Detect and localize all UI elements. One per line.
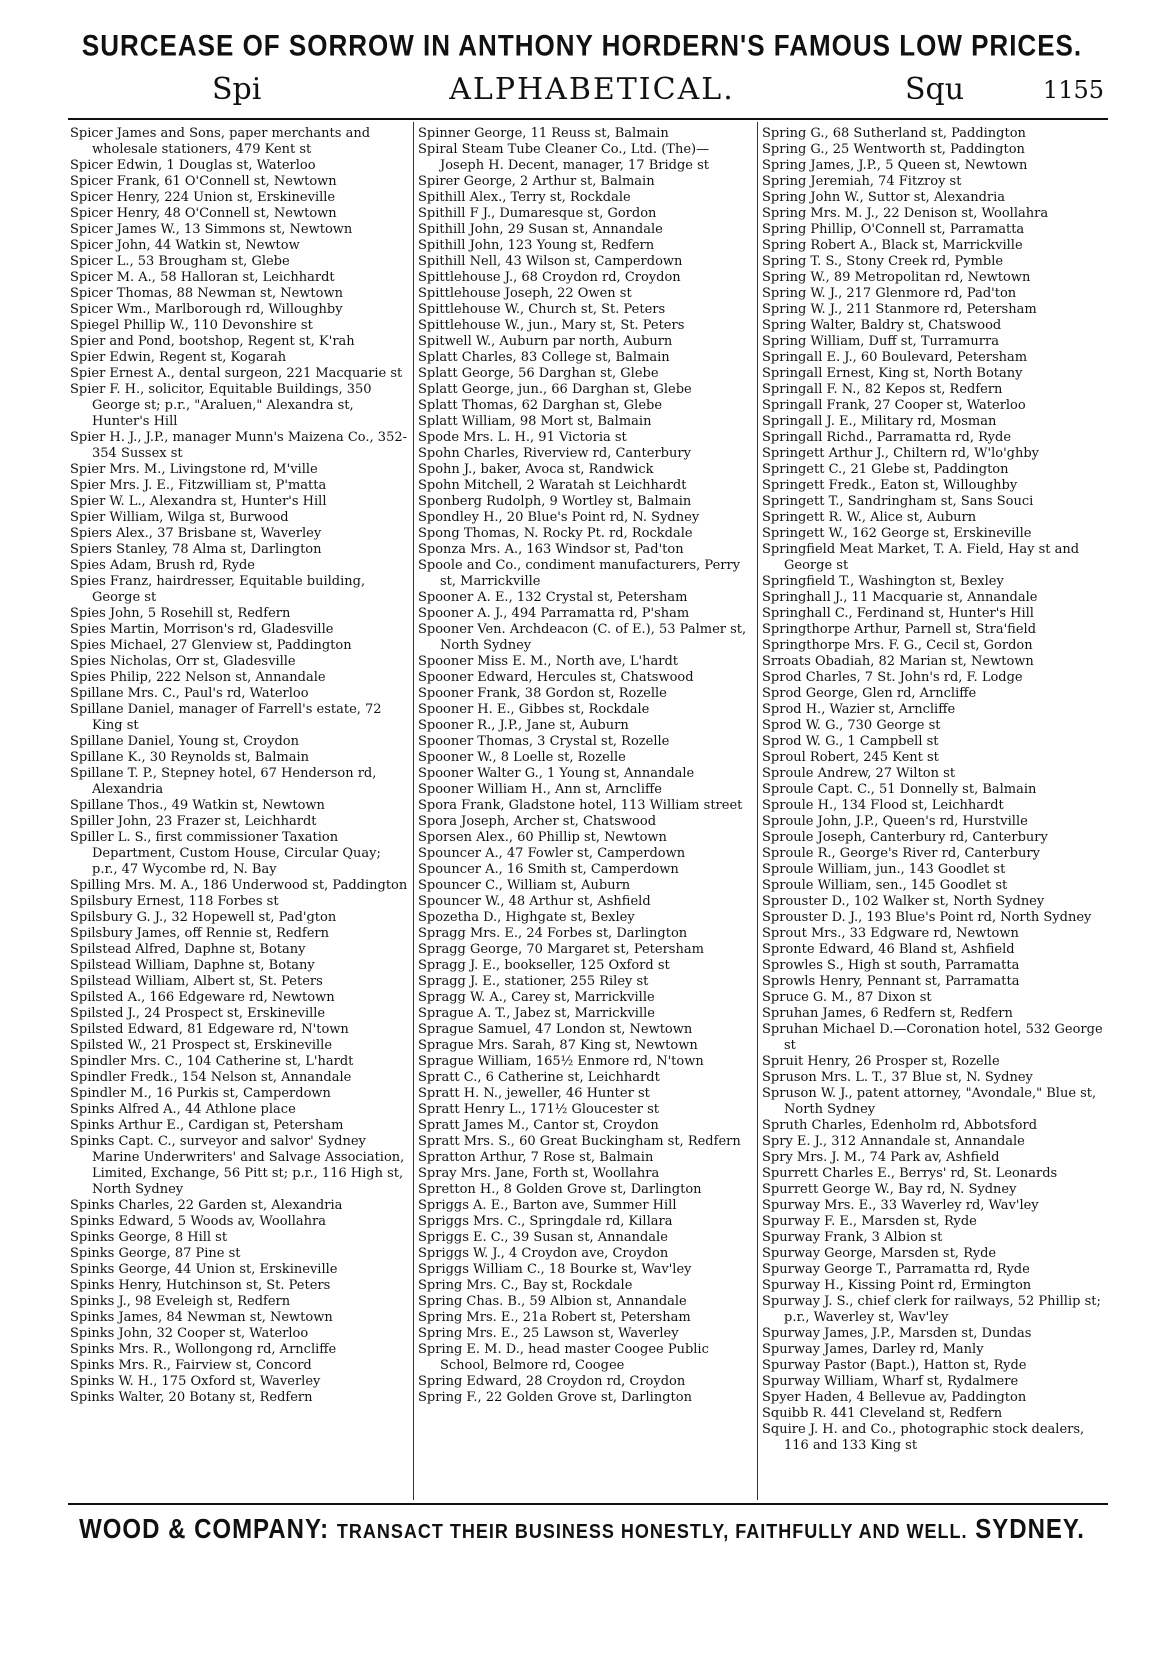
directory-entry: Spinks John, 32 Cooper st, Waterloo [70,1326,309,1341]
directory-entry: Spies Nicholas, Orr st, Gladesville [70,654,296,669]
directory-entry: Spurrett Charles E., Berrys' rd, St. Leonards [762,1166,1058,1181]
directory-column-1 [70,126,410,1498]
directory-entry: Srroats Obadiah, 82 Marian st, Newtown [762,654,1034,669]
directory-entry: Spicer Edwin, 1 Douglas st, Waterloo [70,158,316,173]
directory-entry: Spring Mrs. M. J., 22 Denison st, Woollahra [762,206,1049,221]
directory-entry: Sprod H., Wazier st, Arncliffe [762,702,956,717]
directory-entry: Spretton H., 8 Golden Grove st, Darlington [418,1182,702,1197]
advertiser-name: WOOD & COMPANY: [79,1514,330,1546]
directory-entry: Springall E. J., 60 Boulevard, Petersham [762,350,1028,365]
column-divider-1 [413,122,414,1500]
page-header [80,72,1104,112]
directory-entry: Spicer John, 44 Watkin st, Newtow [70,238,300,253]
directory-entry: Spier Ernest A., dental surgeon, 221 Macquarie st [70,366,403,381]
directory-entry: Spring Jeremiah, 74 Fitzroy st [762,174,962,189]
directory-entry: Spring Mrs. E., 21a Robert st, Petersham [418,1310,691,1325]
directory-entry: Spratt Mrs. S., 60 Great Buckingham st, Redfern [418,1134,741,1149]
directory-entry: Sproule Andrew, 27 Wilton st [762,766,956,781]
directory-entry: Squibb R. 441 Cleveland st, Redfern [762,1406,1003,1421]
directory-entry: Spilstead William, Albert st, St. Peters [70,974,323,989]
directory-entry: Spinks Mrs. R., Wollongong rd, Arncliffe [70,1342,337,1357]
directory-entry: Springett Fredk., Eaton st, Willoughby [762,478,1018,493]
directory-entry: Spier W. L., Alexandra st, Hunter's Hill [70,494,327,509]
directory-entry: Spicer L., 53 Brougham st, Glebe [70,254,290,269]
directory-entry: Spragg George, 70 Margaret st, Petersham [418,942,704,957]
directory-entry: Spooner H. E., Gibbes st, Rockdale [418,702,650,717]
directory-entry: Spruce G. M., 87 Dixon st [762,990,932,1005]
directory-entry: Spring W., 89 Metropolitan rd, Newtown [762,270,1031,285]
directory-entry: Spouncer W., 48 Arthur st, Ashfield [418,894,651,909]
directory-entry: Spinks Capt. C., surveyor and salvor' Sydney Marine Underwriters' and Salvage Association, Limited, Exchange, 56 Pitt st; p.r., 116 High st, North Sydney [70,1134,405,1197]
directory-column-2 [418,126,753,1498]
directory-entry: Spillane Thos., 49 Watkin st, Newtown [70,798,325,813]
directory-entry: Spies Adam, Brush rd, Ryde [70,558,255,573]
directory-entry: Spiller L. S., first commissioner Taxation Department, Custom House, Circular Quay; p.r., 47 Wycombe rd, N. Bay [70,830,381,877]
directory-entry: Sprod W. G., 730 George st [762,718,941,733]
directory-entry: Spyer Haden, 4 Bellevue av, Paddington [762,1390,1027,1405]
advertisement-slogan: TRANSACT THEIR BUSINESS HONESTLY, FAITHFULLY AND WELL. [336,1519,968,1543]
directory-entry: Spohn J., baker, Avoca st, Randwick [418,462,654,477]
directory-entry: Spinks James, 84 Newman st, Newtown [70,1310,333,1325]
directory-entry: Sprague Mrs. Sarah, 87 King st, Newtown [418,1038,698,1053]
directory-entry: Sprowles S., High st south, Parramatta [762,958,1020,973]
directory-entry: Spring G., 25 Wentworth st, Paddington [762,142,1025,157]
directory-entry: Spilsbury G. J., 32 Hopewell st, Pad'gton [70,910,337,925]
top-advertisement-banner: SURCEASE OF SORROW IN ANTHONY HORDERN'S FAMOUS LOW PRICES. [81,28,1083,63]
directory-entry: Spier H. J., J.P., manager Munn's Maizena Co., 352-354 Sussex st [70,430,408,461]
directory-entry: Spriggs W. J., 4 Croydon ave, Croydon [418,1246,669,1261]
directory-entry: Spittlehouse Joseph, 22 Owen st [418,286,632,301]
directory-entry: Spinks George, 8 Hill st [70,1230,228,1245]
directory-entry: Spruson W. J., patent attorney, "Avondale," Blue st, North Sydney [762,1086,1097,1117]
directory-entry: Spooner Miss E. M., North ave, L'hardt [418,654,678,669]
directory-entry: Spittlehouse J., 68 Croydon rd, Croydon [418,270,681,285]
directory-entry: Sprouster D., 102 Walker st, North Sydney [762,894,1045,909]
directory-entry: Spilling Mrs. M. A., 186 Underwood st, Paddington [70,878,408,893]
directory-entry: Spurway William, Wharf st, Rydalmere [762,1374,1019,1389]
directory-entry: Spurway George, Marsden st, Ryde [762,1246,997,1261]
directory-entry: Sprague Samuel, 47 London st, Newtown [418,1022,693,1037]
directory-entry: Spier and Pond, bootshop, Regent st, K'rah [70,334,355,349]
advertiser-city: SYDNEY. [975,1514,1085,1546]
directory-entry: Spinner George, 11 Reuss st, Balmain [418,126,669,141]
directory-entry: Spier William, Wilga st, Burwood [70,510,289,525]
directory-entry: Spruhan Michael D.—Coronation hotel, 532 George st [762,1022,1103,1053]
directory-entry: Spruth Charles, Edenholm rd, Abbotsford [762,1118,1038,1133]
directory-entry: Sproule Joseph, Canterbury rd, Canterbury [762,830,1048,845]
directory-entry: Sprouster D. J., 193 Blue's Point rd, North Sydney [762,910,1092,925]
directory-entry: Springfield Meat Market, T. A. Field, Hay st and George st [762,542,1080,573]
directory-entry: Spillane Daniel, Young st, Croydon [70,734,299,749]
directory-entry: Spring W. J., 211 Stanmore rd, Petersham [762,302,1037,317]
directory-entry: Spurway James, J.P., Marsden st, Dundas [762,1326,1032,1341]
directory-entry: Spinks Charles, 22 Garden st, Alexandria [70,1198,343,1213]
directory-entry: Spies John, 5 Rosehill st, Redfern [70,606,291,621]
directory-entry: Spoole and Co., condiment manufacturers, Perry st, Marrickville [418,558,741,589]
directory-entry: Spring T. S., Stony Creek rd, Pymble [762,254,1004,269]
directory-entry: Spratt H. N., jeweller, 46 Hunter st [418,1086,650,1101]
directory-entry: Spillane Daniel, manager of Farrell's estate, 72 King st [70,702,382,733]
directory-entry: Splatt Charles, 83 College st, Balmain [418,350,670,365]
directory-entry: Spilsbury James, off Rennie st, Redfern [70,926,329,941]
directory-entry: Spitwell W., Auburn par north, Auburn [418,334,673,349]
directory-entry: Spong Thomas, N. Rocky Pt. rd, Rockdale [418,526,693,541]
directory-entry: Spruit Henry, 26 Prosper st, Rozelle [762,1054,1000,1069]
directory-entry: Squire J. H. and Co., photographic stock dealers, 116 and 133 King st [762,1422,1085,1453]
directory-entry: Spode Mrs. L. H., 91 Victoria st [418,430,627,445]
directory-entry: Spithill John, 123 Young st, Redfern [418,238,655,253]
directory-entry: Spouncer A., 16 Smith st, Camperdown [418,862,679,877]
directory-entry: Spinks George, 87 Pine st [70,1246,241,1261]
directory-entry: Spring Robert A., Black st, Marrickville [762,238,1023,253]
directory-entry: Spozetha D., Highgate st, Bexley [418,910,635,925]
directory-entry: Spring Mrs. C., Bay st, Rockdale [418,1278,633,1293]
directory-entry: Spies Michael, 27 Glenview st, Paddington [70,638,352,653]
directory-entry: Splatt William, 98 Mort st, Balmain [418,414,652,429]
directory-entry: Spohn Charles, Riverview rd, Canterbury [418,446,691,461]
directory-entry: Spratt James M., Cantor st, Croydon [418,1118,659,1133]
directory-entry: Spicer Frank, 61 O'Connell st, Newtown [70,174,337,189]
directory-entry: Spithill Alex., Terry st, Rockdale [418,190,631,205]
directory-entry: Splatt George, 56 Darghan st, Glebe [418,366,659,381]
directory-entry: Spragg J. E., stationer, 255 Riley st [418,974,649,989]
column-divider-2 [757,122,758,1500]
directory-entry: Spring W. J., 217 Glenmore rd, Pad'ton [762,286,1017,301]
directory-entry: Spinks J., 98 Eveleigh st, Redfern [70,1294,291,1309]
directory-entry: Spicer Thomas, 88 Newman st, Newtown [70,286,343,301]
directory-entry: Spindler Mrs. C., 104 Catherine st, L'hardt [70,1054,354,1069]
directory-entry: Spilsted Edward, 81 Edgeware rd, N'town [70,1022,349,1037]
directory-entry: Spratt Henry L., 171½ Gloucester st [418,1102,659,1117]
directory-entry: Spurway Pastor (Bapt.), Hatton st, Ryde [762,1358,1027,1373]
directory-entry: Spurrett George W., Bay rd, N. Sydney [762,1182,1017,1197]
directory-entry: Spring James, J.P., 5 Queen st, Newtown [762,158,1028,173]
directory-entry: Springall F. N., 82 Kepos st, Redfern [762,382,1003,397]
directory-entry: Sprod George, Glen rd, Arncliffe [762,686,977,701]
directory-entry: Spies Martin, Morrison's rd, Gladesville [70,622,334,637]
directory-entry: Spithill John, 29 Susan st, Annandale [418,222,663,237]
directory-entry: Springett T., Sandringham st, Sans Souci [762,494,1034,509]
directory-entry: Spondley H., 20 Blue's Point rd, N. Sydney [418,510,700,525]
directory-entry: Spilsted W., 21 Prospect st, Erskineville [70,1038,333,1053]
directory-entry: Spittlehouse W., jun., Mary st, St. Peters [418,318,685,333]
directory-entry: Spurway Frank, 3 Albion st [762,1230,943,1245]
directory-entry: Sproule Capt. C., 51 Donnelly st, Balmain [762,782,1037,797]
directory-entry: Spiers Alex., 37 Brisbane st, Waverley [70,526,322,541]
directory-entry: Springall Ernest, King st, North Botany [762,366,1023,381]
directory-entry: Spratt C., 6 Catherine st, Leichhardt [418,1070,660,1085]
directory-entry: Springett R. W., Alice st, Auburn [762,510,977,525]
directory-entry: Spooner Thomas, 3 Crystal st, Rozelle [418,734,670,749]
directory-entry: Spouncer C., William st, Auburn [418,878,631,893]
directory-entry: Springett Arthur J., Chiltern rd, W'lo'ghby [762,446,1040,461]
directory-entry: Springett C., 21 Glebe st, Paddington [762,462,1009,477]
directory-entry: Sproul Robert, 245 Kent st [762,750,939,765]
directory-entry: Spier Mrs. M., Livingstone rd, M'ville [70,462,318,477]
directory-entry: Spruhan James, 6 Redfern st, Redfern [762,1006,1013,1021]
directory-entry: Spinks Edward, 5 Woods av, Woollahra [70,1214,326,1229]
directory-entry: Sproule William, sen., 145 Goodlet st [762,878,1008,893]
directory-entry: Spora Frank, Gladstone hotel, 113 William street [418,798,743,813]
directory-entry: Spronte Edward, 46 Bland st, Ashfield [762,942,1015,957]
directory-entry: Springfield T., Washington st, Bexley [762,574,1004,589]
directory-entry: Sprague William, 165½ Enmore rd, N'town [418,1054,704,1069]
directory-entry: Spilsted A., 166 Edgeware rd, Newtown [70,990,335,1005]
directory-entry: Spiers Stanley, 78 Alma st, Darlington [70,542,322,557]
directory-entry: Spithill F J., Dumaresque st, Gordon [418,206,657,221]
directory-entry: Spring Mrs. E., 25 Lawson st, Waverley [418,1326,679,1341]
directory-entry: Spooner Ven. Archdeacon (C. of E.), 53 Palmer st, North Sydney [418,622,747,653]
directory-entry: Spurway H., Kissing Point rd, Ermington [762,1278,1032,1293]
directory-entry: Spurway F. E., Marsden st, Ryde [762,1214,977,1229]
header-left-guide-word: Spi [212,72,262,107]
header-section-title: ALPHABETICAL. [449,72,735,107]
page-number: 1155 [1042,76,1104,104]
directory-entry: Spithill Nell, 43 Wilson st, Camperdown [418,254,683,269]
directory-entry: Spring Chas. B., 59 Albion st, Annandale [418,1294,687,1309]
directory-entry: Spilstead William, Daphne st, Botany [70,958,315,973]
directory-entry: Spriggs A. E., Barton ave, Summer Hill [418,1198,677,1213]
directory-entry: Spinks Henry, Hutchinson st, St. Peters [70,1278,331,1293]
directory-entry: Springthorpe Arthur, Parnell st, Stra'field [762,622,1037,637]
header-right-guide-word: Squ [905,72,965,107]
directory-entry: Spier Mrs. J. E., Fitzwilliam st, P'matta [70,478,327,493]
directory-entry: Spurway J. S., chief clerk for railways, 52 Phillip st; p.r., Waverley st, Wav'ley [762,1294,1101,1325]
directory-entry: Spooner W., 8 Loelle st, Rozelle [418,750,626,765]
directory-entry: Spindler M., 16 Purkis st, Camperdown [70,1086,331,1101]
directory-entry: Spicer Wm., Marlborough rd, Willoughby [70,302,343,317]
directory-entry: Spies Philip, 222 Nelson st, Annandale [70,670,326,685]
directory-entry: Spier Edwin, Regent st, Kogarah [70,350,287,365]
directory-entry: Spicer James W., 13 Simmons st, Newtown [70,222,353,237]
directory-entry: Spring Edward, 28 Croydon rd, Croydon [418,1374,686,1389]
directory-entry: Spies Franz, hairdresser, Equitable building, George st [70,574,366,605]
directory-entry: Spinks George, 44 Union st, Erskineville [70,1262,338,1277]
directory-entry: Springall Richd., Parramatta rd, Ryde [762,430,1012,445]
directory-entry: Spillane K., 30 Reynolds st, Balmain [70,750,309,765]
directory-entry: Sproule H., 134 Flood st, Leichhardt [762,798,1004,813]
directory-entry: Sprout Mrs., 33 Edgware rd, Newtown [762,926,1019,941]
directory-entry: Spilsbury Ernest, 118 Forbes st [70,894,279,909]
directory-entry: Sporsen Alex., 60 Phillip st, Newtown [418,830,667,845]
directory-entry: Spouncer A., 47 Fowler st, Camperdown [418,846,686,861]
directory-entry: Sproule R., George's River rd, Canterbury [762,846,1040,861]
directory-entry: Spring John W., Suttor st, Alexandria [762,190,1006,205]
directory-entry: Spooner R., J.P., Jane st, Auburn [418,718,629,733]
directory-entry: Spohn Mitchell, 2 Waratah st Leichhardt [418,478,687,493]
directory-entry: Sproule John, J.P., Queen's rd, Hurstville [762,814,1028,829]
directory-entry: Spooner Walter G., 1 Young st, Annandale [418,766,695,781]
directory-entry: Spring G., 68 Sutherland st, Paddington [762,126,1026,141]
header-rule [68,118,1108,120]
directory-entry: Spooner A. J., 494 Parramatta rd, P'sham [418,606,690,621]
directory-entry: Spier F. H., solicitor, Equitable Buildings, 350 George st; p.r., "Araluen," Alexandra st, Hunter's Hill [70,382,372,429]
directory-entry: Spooner Edward, Hercules st, Chatswood [418,670,694,685]
directory-entry: Spring Walter, Baldry st, Chatswood [762,318,1002,333]
directory-entry: Sprague A. T., Jabez st, Marrickville [418,1006,655,1021]
directory-entry: Sprod W. G., 1 Campbell st [762,734,939,749]
directory-entry: Spratton Arthur, 7 Rose st, Balmain [418,1150,654,1165]
directory-entry: Spinks Mrs. R., Fairview st, Concord [70,1358,312,1373]
directory-entry: Spinks W. H., 175 Oxford st, Waverley [70,1374,321,1389]
directory-entry: Spring William, Duff st, Turramurra [762,334,999,349]
directory-entry: Spilsted J., 24 Prospect st, Erskineville [70,1006,326,1021]
directory-entry: Spicer James and Sons, paper merchants and wholesale stationers, 479 Kent st [70,126,371,157]
directory-entry: Sponza Mrs. A., 163 Windsor st, Pad'ton [418,542,684,557]
directory-entry: Spring Phillip, O'Connell st, Parramatta [762,222,1025,237]
directory-entry: Splatt George, jun., 66 Darghan st, Glebe [418,382,692,397]
directory-entry: Spooner William H., Ann st, Arncliffe [418,782,662,797]
directory-entry: Spindler Fredk., 154 Nelson st, Annandale [70,1070,352,1085]
directory-entry: Spinks Walter, 20 Botany st, Redfern [70,1390,313,1405]
directory-entry: Spurway James, Darley rd, Manly [762,1342,984,1357]
directory-entry: Spriggs E. C., 39 Susan st, Annandale [418,1230,668,1245]
directory-entry: Spry Mrs. J. M., 74 Park av, Ashfield [762,1150,1000,1165]
directory-entry: Spillane Mrs. C., Paul's rd, Waterloo [70,686,309,701]
directory-entry: Spooner A. E., 132 Crystal st, Petersham [418,590,688,605]
directory-entry: Spooner Frank, 38 Gordon st, Rozelle [418,686,667,701]
directory-entry: Spriggs Mrs. C., Springdale rd, Killara [418,1214,673,1229]
bottom-advertisement-banner [60,1514,1104,1546]
directory-entry: Spittlehouse W., Church st, St. Peters [418,302,666,317]
directory-entry: Sprod Charles, 7 St. John's rd, F. Lodge [762,670,1023,685]
directory-entry: Spicer M. A., 58 Halloran st, Leichhardt [70,270,335,285]
directory-entry: Springhall J., 11 Macquarie st, Annandale [762,590,1038,605]
directory-entry: Spurway George T., Parramatta rd, Ryde [762,1262,1030,1277]
directory-entry: Spiral Steam Tube Cleaner Co., Ltd. (The)—Joseph H. Decent, manager, 17 Bridge st [418,142,710,173]
directory-entry: Spicer Henry, 48 O'Connell st, Newtown [70,206,337,221]
directory-entry: Springall Frank, 27 Cooper st, Waterloo [762,398,1026,413]
directory-entry: Splatt Thomas, 62 Darghan st, Glebe [418,398,663,413]
directory-entry: Sponberg Rudolph, 9 Wortley st, Balmain [418,494,692,509]
directory-entry: Spragg Mrs. E., 24 Forbes st, Darlington [418,926,688,941]
directory-entry: Springthorpe Mrs. F. G., Cecil st, Gordon [762,638,1033,653]
directory-entry: Spinks Alfred A., 44 Athlone place [70,1102,296,1117]
directory-entry: Spring F., 22 Golden Grove st, Darlington [418,1390,692,1405]
directory-entry: Spriggs William C., 18 Bourke st, Wav'ley [418,1262,692,1277]
directory-entry: Spillane T. P., Stepney hotel, 67 Henderson rd, Alexandria [70,766,377,797]
directory-entry: Spicer Henry, 224 Union st, Erskineville [70,190,336,205]
directory-entry: Spragg J. E., bookseller, 125 Oxford st [418,958,670,973]
directory-entry: Spirer George, 2 Arthur st, Balmain [418,174,655,189]
directory-entry: Spruson Mrs. L. T., 37 Blue st, N. Sydney [762,1070,1033,1085]
footer-rule [68,1503,1108,1505]
directory-entry: Spiegel Phillip W., 110 Devonshire st [70,318,313,333]
directory-entry: Spry E. J., 312 Annandale st, Annandale [762,1134,1025,1149]
directory-entry: Spilstead Alfred, Daphne st, Botany [70,942,306,957]
directory-entry: Spragg W. A., Carey st, Marrickville [418,990,655,1005]
directory-entry: Spiller John, 23 Frazer st, Leichhardt [70,814,317,829]
directory-entry: Sproule William, jun., 143 Goodlet st [762,862,1006,877]
directory-entry: Springall J. E., Military rd, Mosman [762,414,997,429]
directory-column-3 [762,126,1104,1498]
directory-entry: Springett W., 162 George st, Erskineville [762,526,1032,541]
directory-entry: Spora Joseph, Archer st, Chatswood [418,814,657,829]
directory-entry: Spinks Arthur E., Cardigan st, Petersham [70,1118,344,1133]
directory-entry: Spurway Mrs. E., 33 Waverley rd, Wav'ley [762,1198,1039,1213]
directory-entry: Springhall C., Ferdinand st, Hunter's Hill [762,606,1034,621]
directory-entry: Spray Mrs. Jane, Forth st, Woollahra [418,1166,660,1181]
directory-entry: Spring E. M. D., head master Coogee Public School, Belmore rd, Coogee [418,1342,709,1373]
directory-entry: Sprowls Henry, Pennant st, Parramatta [762,974,1020,989]
